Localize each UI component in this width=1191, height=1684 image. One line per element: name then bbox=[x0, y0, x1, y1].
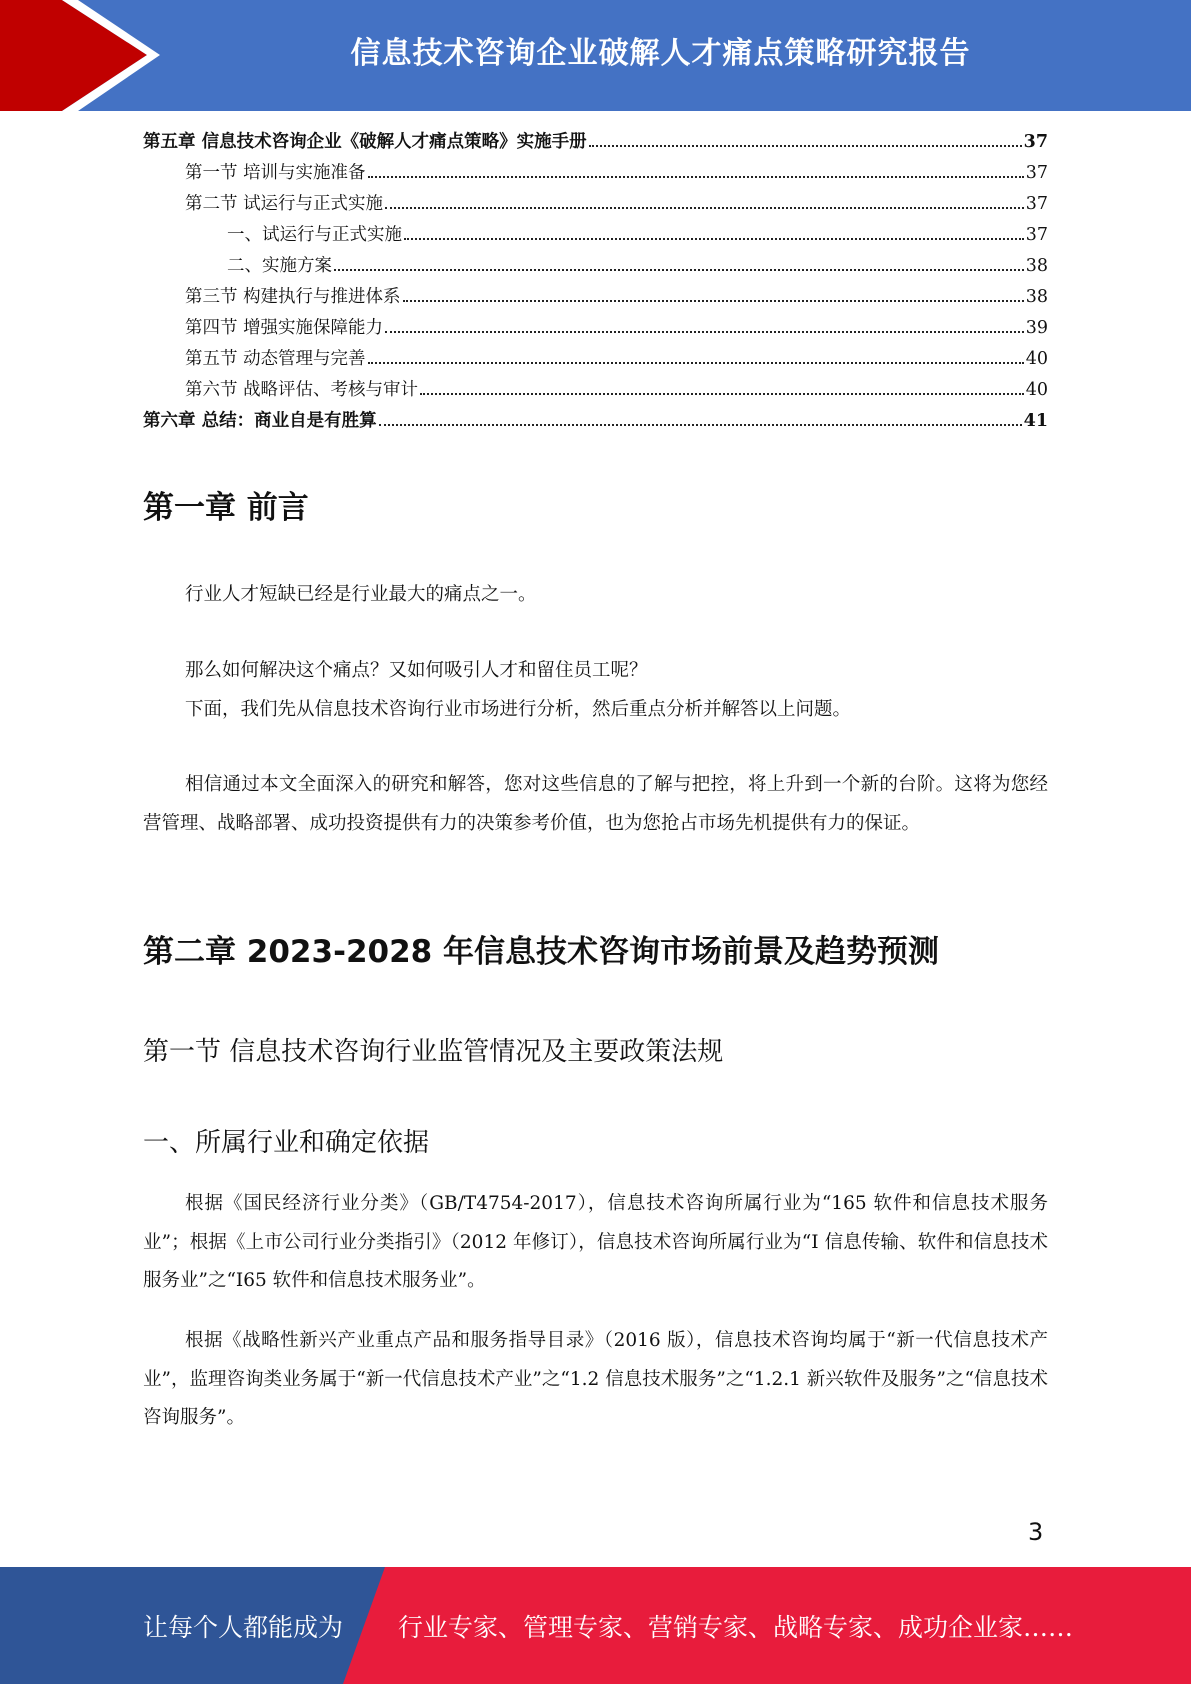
toc-leader bbox=[589, 145, 1022, 147]
toc-leader bbox=[385, 207, 1024, 209]
chapter2-paragraph-1: 根据《国民经济行业分类》（GB/T4754-2017），信息技术咨询所属行业为“165 软件和信息技术服务业”；根据《上市公司行业分类指引》（2012 年修订），信息技术咨询所属行业为“I 信息传输、软件和信息技术服务业”之“I65 软件和信息技术服务业”。 bbox=[143, 1193, 1048, 1291]
chapter1-paragraph-2: 那么如何解决这个痛点？又如何吸引人才和留住员工呢？ bbox=[185, 660, 648, 681]
chevron-arrow-icon bbox=[0, 0, 160, 111]
toc-entry-page: 37 bbox=[1025, 194, 1048, 214]
report-title: 信息技术咨询企业破解人才痛点策略研究报告 bbox=[350, 36, 971, 71]
toc-entry-text: 第四节 增强实施保障能力 bbox=[185, 318, 384, 338]
page-number: 3 bbox=[1028, 1518, 1044, 1546]
toc-entry-page: 40 bbox=[1025, 349, 1048, 369]
toc-entry[interactable] bbox=[143, 159, 1048, 190]
toc-entry-text: 二、实施方案 bbox=[227, 256, 332, 276]
toc-entry-text: 第五节 动态管理与完善 bbox=[185, 349, 366, 369]
toc-entry-text: 第三节 构建执行与推进体系 bbox=[185, 287, 401, 307]
toc-entry-text: 第二节 试运行与正式实施 bbox=[185, 194, 384, 214]
page-header bbox=[0, 0, 1191, 111]
toc-entry-page: 37 bbox=[1025, 163, 1048, 183]
toc-leader bbox=[420, 393, 1024, 395]
toc-entry-text: 第六节 战略评估、考核与审计 bbox=[185, 380, 419, 400]
toc-entry-text: 第一节 培训与实施准备 bbox=[185, 163, 366, 183]
toc-leader bbox=[403, 300, 1024, 302]
toc-leader bbox=[368, 362, 1024, 364]
chapter1-paragraph-4: 相信通过本文全面深入的研究和解答，您对这些信息的了解与把控，将上升到一个新的台阶。这将为您经营管理、战略部署、成功投资提供有力的决策参考价值，也为您抢占市场先机提供有力的保证。 bbox=[143, 774, 1048, 834]
toc-entry-page: 37 bbox=[1023, 132, 1048, 152]
toc-entry[interactable] bbox=[143, 345, 1048, 376]
toc-entry-text: 一、试运行与正式实施 bbox=[227, 225, 402, 245]
toc-entry[interactable] bbox=[143, 221, 1048, 252]
toc-entry[interactable] bbox=[143, 190, 1048, 221]
chapter1-paragraph-3: 下面，我们先从信息技术咨询行业市场进行分析，然后重点分析并解答以上问题。 bbox=[185, 699, 852, 720]
page-footer bbox=[0, 1567, 1191, 1684]
subsection-heading: 一、所属行业和确定依据 bbox=[143, 1128, 430, 1158]
toc-entry[interactable] bbox=[143, 407, 1048, 438]
toc-leader bbox=[368, 176, 1024, 178]
footer-slogan-right: 行业专家、管理专家、营销专家、战略专家、成功企业家…… bbox=[398, 1612, 1074, 1642]
chapter1-paragraph-1: 行业人才短缺已经是行业最大的痛点之一。 bbox=[185, 584, 537, 605]
toc-entry-page: 38 bbox=[1025, 287, 1048, 307]
toc-entry[interactable] bbox=[143, 252, 1048, 283]
toc-leader bbox=[385, 331, 1024, 333]
toc-leader bbox=[334, 269, 1024, 271]
chapter2-heading: 第二章 2023-2028 年信息技术咨询市场前景及趋势预测 bbox=[143, 934, 940, 970]
toc-entry-page: 39 bbox=[1025, 318, 1048, 338]
toc-entry-page: 38 bbox=[1025, 256, 1048, 276]
chapter2-paragraph-2: 根据《战略性新兴产业重点产品和服务指导目录》（2016 版），信息技术咨询均属于“新一代信息技术产业”，监理咨询类业务属于“新一代信息技术产业”之“1.2 信息技术服务”之“1.2.1 新兴软件及服务”之“信息技术咨询服务”。 bbox=[143, 1330, 1048, 1428]
toc-entry-page: 37 bbox=[1025, 225, 1048, 245]
toc-entry[interactable] bbox=[143, 128, 1048, 159]
toc-entry-text: 第六章 总结：商业自是有胜算 bbox=[143, 411, 377, 431]
toc-entry[interactable] bbox=[143, 283, 1048, 314]
toc-leader bbox=[404, 238, 1024, 240]
toc-entry[interactable] bbox=[143, 314, 1048, 345]
toc-entry-page: 41 bbox=[1023, 411, 1048, 431]
toc-leader bbox=[379, 424, 1022, 426]
toc-entry-text: 第五章 信息技术咨询企业《破解人才痛点策略》实施手册 bbox=[143, 132, 587, 152]
chapter1-heading: 第一章 前言 bbox=[143, 490, 309, 526]
toc-entry-page: 40 bbox=[1025, 380, 1048, 400]
table-of-contents bbox=[143, 128, 1048, 438]
footer-slogan-left: 让每个人都能成为 bbox=[143, 1612, 344, 1642]
toc-entry[interactable] bbox=[143, 376, 1048, 407]
section-heading: 第一节 信息技术咨询行业监管情况及主要政策法规 bbox=[143, 1037, 724, 1067]
